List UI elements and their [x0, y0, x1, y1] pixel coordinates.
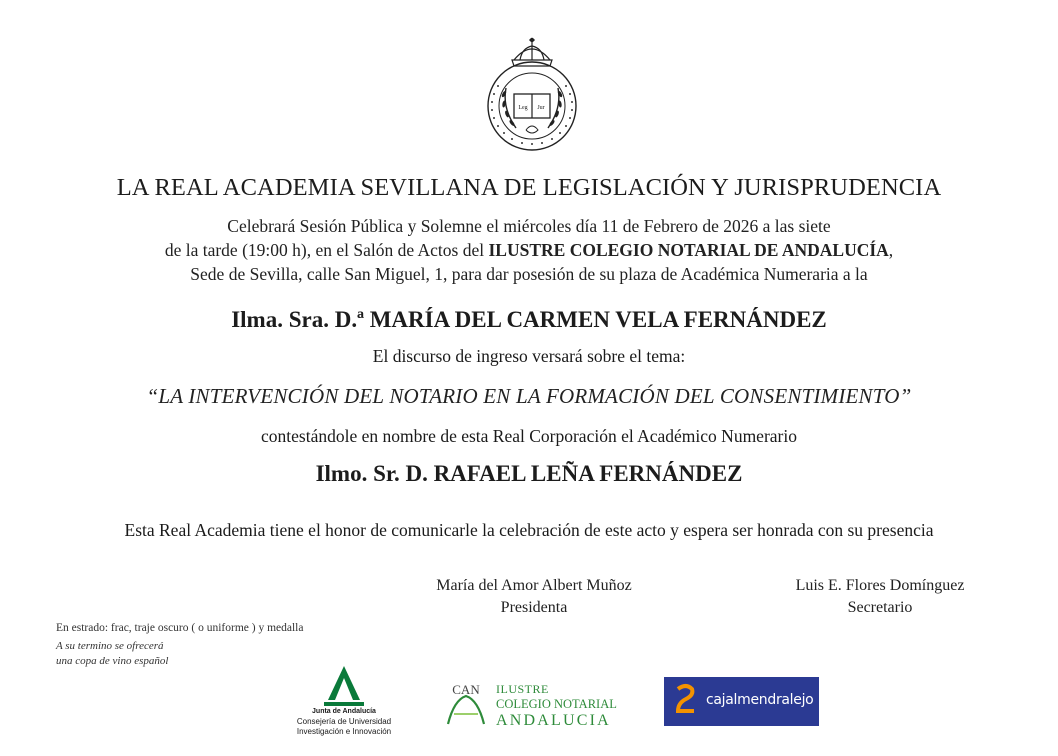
signatory-name: Luis E. Flores Domínguez [795, 577, 965, 594]
svg-text:COLEGIO NOTARIAL: COLEGIO NOTARIAL [496, 697, 617, 711]
dress-code-note: En estrado: frac, traje oscuro ( o uniforme ) y medalla [56, 622, 304, 634]
caja-almendralejo-logo [664, 677, 819, 726]
junta-department-line-2: Investigación e Innovación [296, 727, 392, 736]
discourse-intro: El discurso de ingreso versará sobre el tema: [372, 346, 686, 366]
honoree-name: Ilma. Sra. D.ª MARÍA DEL CARMEN VELA FERNÁNDEZ [231, 307, 827, 332]
svg-text:ANDALUCIA: ANDALUCIA [496, 712, 611, 728]
announcement-line-2-start: de la tarde (19:00 h), en el Salón de Actos del [164, 240, 489, 260]
academy-heading: LA REAL ACADEMIA SEVILLANA DE LEGISLACIÓN Y JURISPRUDENCIA [116, 174, 942, 201]
junta-andalucia-logo [284, 664, 404, 744]
svg-text:Jur: Jur [537, 105, 545, 111]
academy-seal [482, 36, 582, 154]
respondent-name: Ilmo. Sr. D. RAFAEL LEÑA FERNÁNDEZ [315, 461, 743, 486]
caja-emblem-icon [668, 677, 704, 726]
announcement-line-2 [0, 240, 1058, 261]
signatory-president [394, 575, 674, 619]
discourse-title: “LA INTERVENCIÓN DEL NOTARIO EN LA FORMACIÓN DEL CONSENTIMIENTO” [146, 384, 912, 408]
colegio-notarial-emblem-icon [440, 680, 630, 728]
signatory-secretary [740, 575, 1020, 619]
caja-name: cajalmendralejo [706, 692, 814, 708]
svg-text:CAN: CAN [452, 682, 480, 697]
venue-name: ILUSTRE COLEGIO NOTARIAL DE ANDALUCÍA [488, 240, 889, 260]
announcement-line-2-end: , [888, 240, 894, 260]
academy-seal-icon [482, 36, 582, 154]
answer-intro: contestándole en nombre de esta Real Corporación el Académico Numerario [261, 426, 797, 446]
svg-text:ILUSTRE: ILUSTRE [496, 682, 549, 696]
junta-name: Junta de Andalucía [312, 708, 376, 715]
svg-text:Leg: Leg [518, 105, 528, 111]
junta-emblem-icon [284, 664, 404, 708]
wine-note-line-2: una copa de vino español [56, 655, 169, 667]
signatory-role: Presidenta [500, 599, 568, 616]
announcement-line-3: Sede de Sevilla, calle San Miguel, 1, para dar posesión de su plaza de Académica Numeraria a la [190, 264, 868, 284]
signatory-name: María del Amor Albert Muñoz [436, 577, 632, 594]
honor-line: Esta Real Academia tiene el honor de comunicarle la celebración de este acto y espera ser honrada con su presencia [124, 520, 934, 540]
junta-department-line-1: Consejería de Universidad [296, 717, 392, 726]
wine-note-line-1: A su termino se ofrecerá [56, 640, 164, 652]
signatory-role: Secretario [847, 599, 913, 616]
colegio-notarial-logo [440, 680, 630, 728]
announcement-line-1: Celebrará Sesión Pública y Solemne el miércoles día 11 de Febrero de 2026 a las siete [227, 216, 831, 236]
